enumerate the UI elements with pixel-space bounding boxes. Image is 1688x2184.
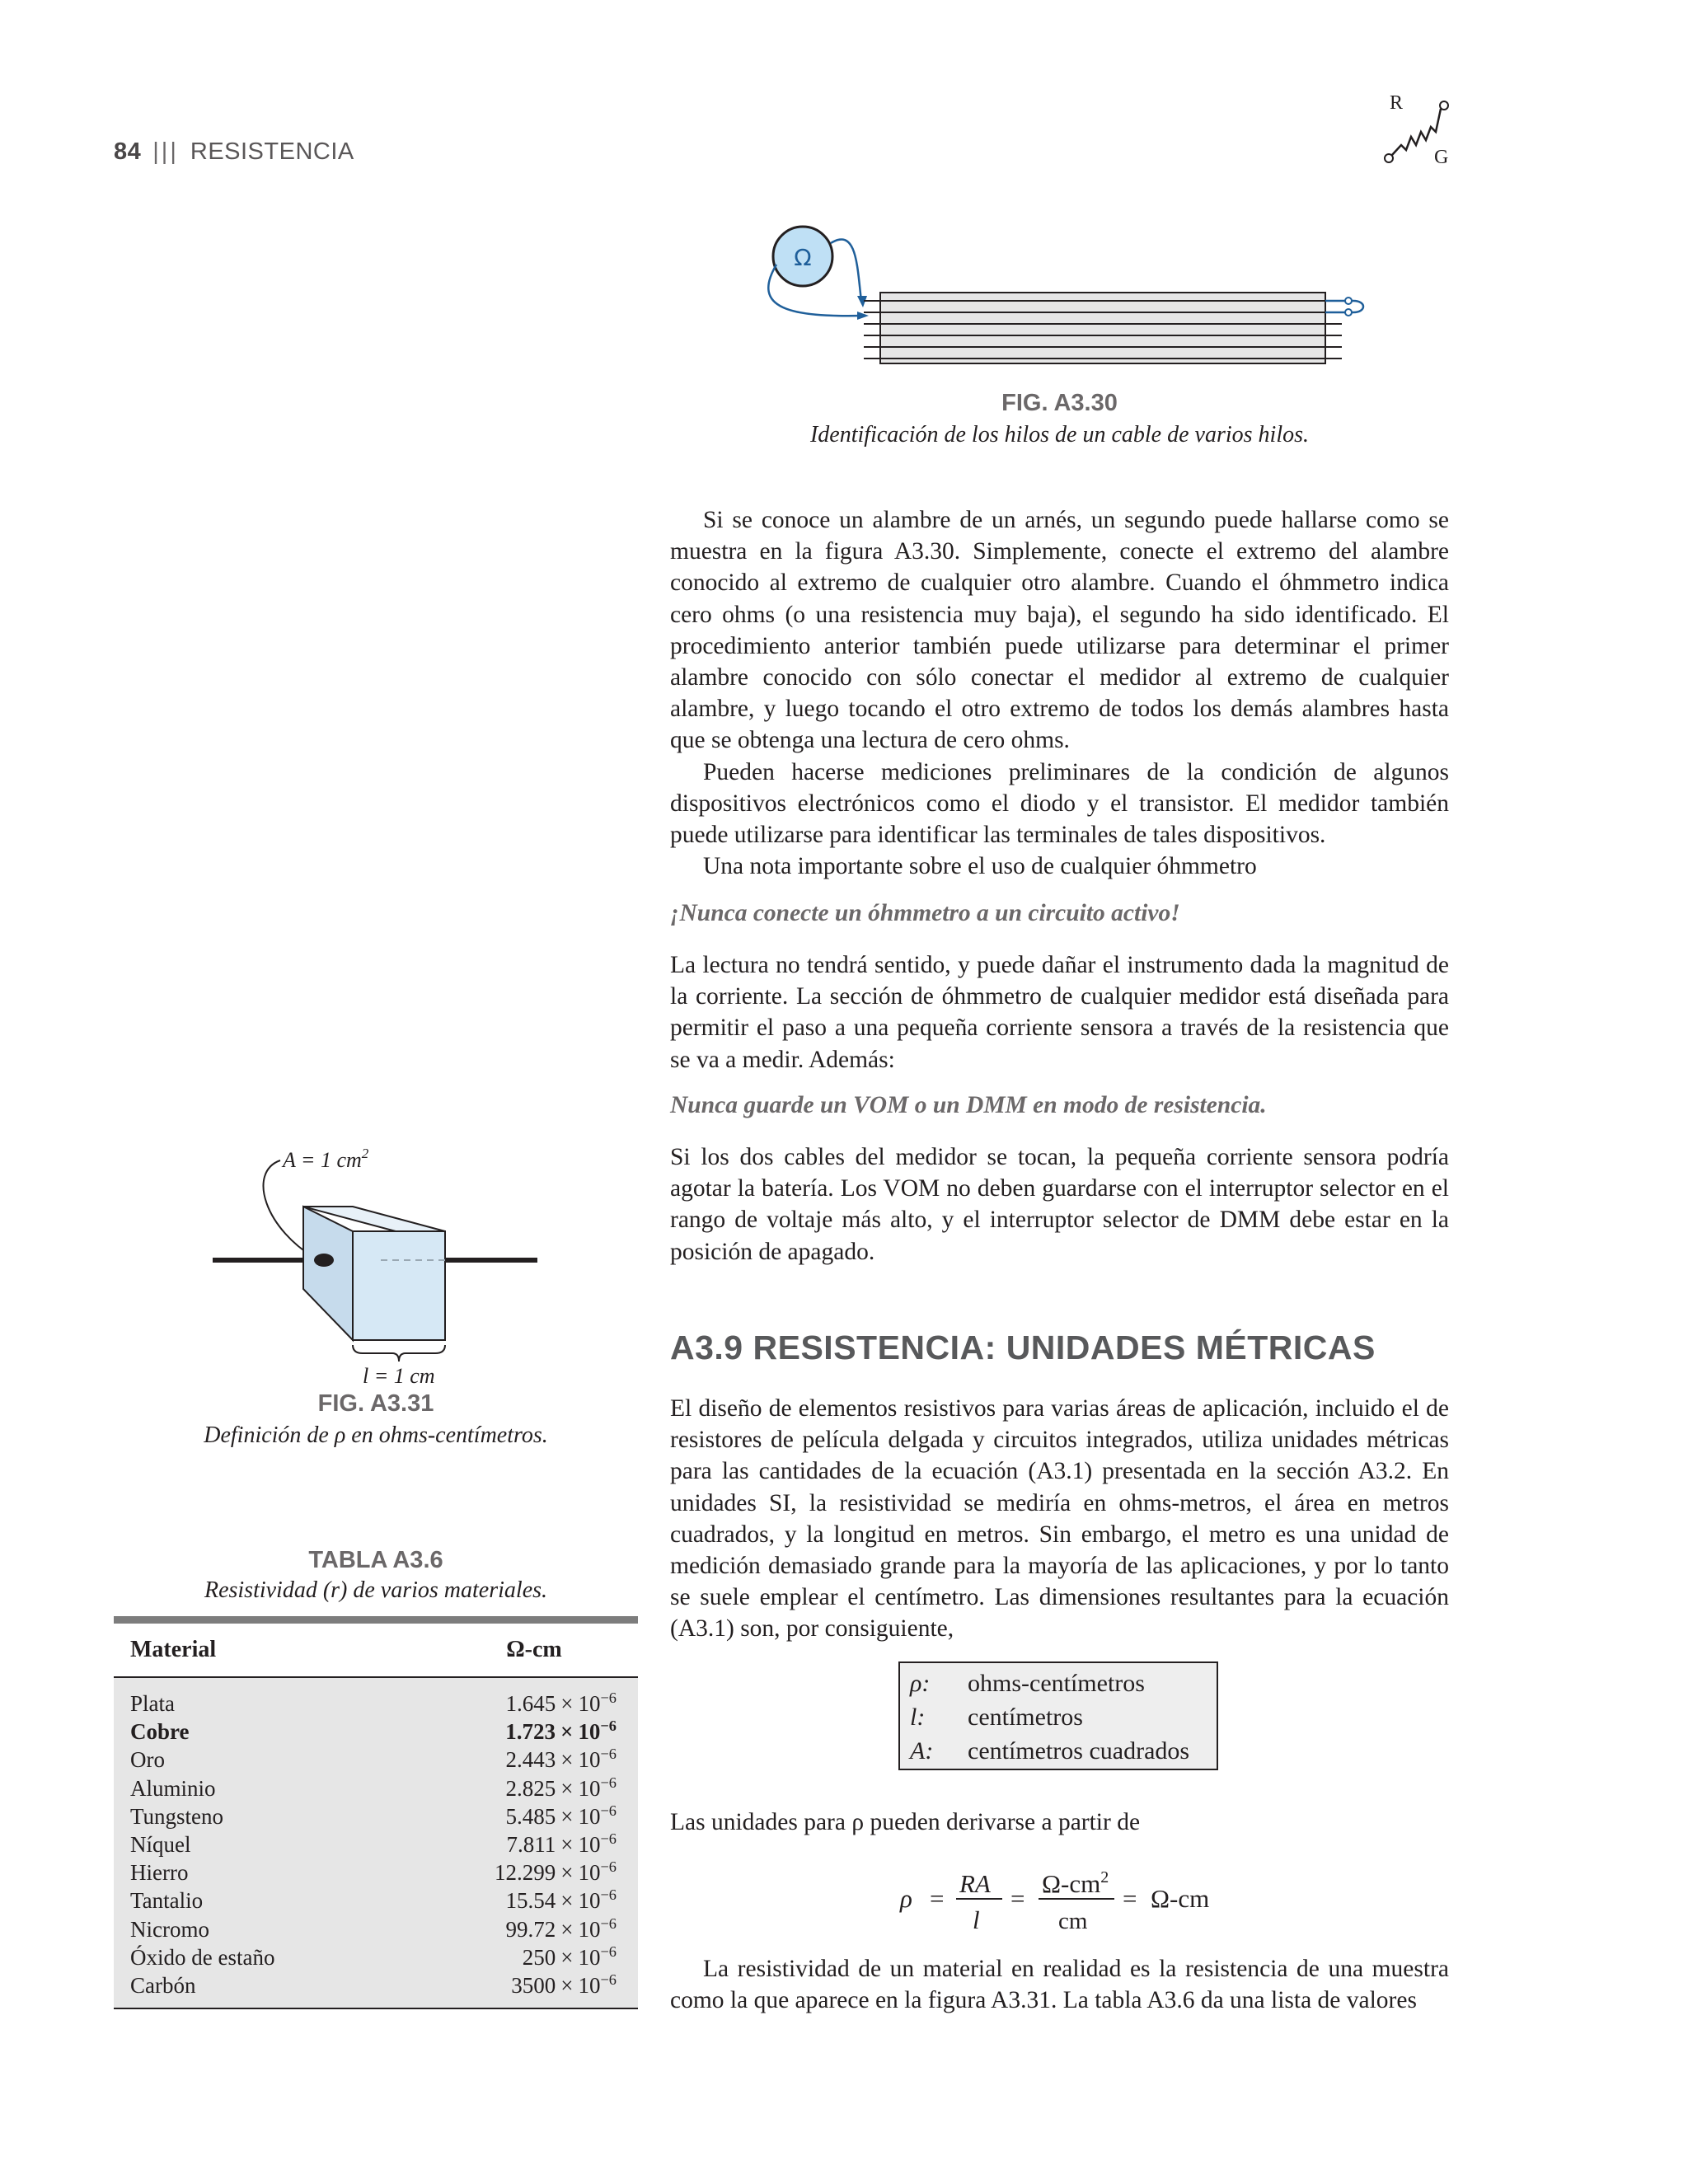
running-header [114,138,354,166]
table-row [114,1943,638,1971]
svg-text:=: = [930,1884,945,1913]
table-caption: Resistividad (r) de varios materiales. [204,1577,548,1603]
cell-material: Oro [130,1747,165,1773]
fig-a330-label: FIG. A3.30 [1001,390,1118,416]
derive-line: Las unidades para ρ pueden derivarse a partir de [670,1809,1141,1835]
fig-a330-caption: Identificación de los hilos de un cable de varios hilos. [809,422,1309,448]
section-paragraph: El diseño de elementos resistivos para varias áreas de aplicación, incluido el de resistores de película delgada y circuitos integrados, utiliza unidades métricas para las cantidades de la ecuación (A3.1) presentada en la sección A3.2. En unidades SI, la resistividad se mediría en ohms-metros, el área en metros cuadrados, y la longitud en metros. Sin embargo, el metro es una unidad de medición demasiado grande para la mayoría de las aplicaciones, y por lo tanto se suele emplear el centímetro. Las dimensiones resultantes para la ecuación (A3.1) son, por consiguiente, [670,1395,1449,1643]
table-top-rule [114,1616,638,1624]
svg-text:=: = [1010,1884,1025,1913]
table-row [114,1690,638,1718]
cell-material: Níquel [130,1831,191,1857]
cell-material: Tantalio [130,1888,204,1914]
cell-material: Carbón [130,1972,196,1998]
warning-storage: Nunca guarde un VOM o un DMM en modo de resistencia. [670,1092,1267,1118]
resistivity-equation [890,1856,1236,1938]
body-text-top [670,504,1449,882]
units-row: A: centímetros cuadrados [910,1737,1190,1765]
svg-text:ρ: ρ [900,1884,912,1913]
svg-text:RA: RA [959,1869,991,1898]
chapter-title: RESISTENCIA [190,138,354,165]
svg-text:Ω-cm: Ω-cm [1151,1884,1210,1913]
fig-a331-label: FIG. A3.31 [317,1390,434,1417]
table-row [114,1746,638,1774]
cell-material: Cobre [130,1719,190,1745]
table-label: TABLA A3.6 [308,1547,443,1573]
paragraph-reading: La lectura no tendrá sentido, y puede dañar el instrumento dada la magnitud de la corriente. La sección de óhmmetro de cualquier medidor está diseñada para permitir el paso a una pequeña corriente sensora a través de la resistencia que se va a medir. Además: [670,952,1449,1073]
area-label: A = 1 $cm^2$ [283,1146,369,1172]
warning-active-circuit: ¡Nunca conecte un óhmmetro a un circuito activo! [670,900,1180,926]
cell-material: Óxido de estaño [130,1944,275,1970]
cell-resistivity: $2.825 \times 10^{-6}$ [505,1774,617,1801]
header-value: Ω-cm [506,1637,562,1662]
cell-material: Hierro [130,1860,189,1886]
section-heading: A3.9 RESISTENCIA: UNIDADES MÉTRICAS [670,1329,1376,1366]
resistivity-table [114,1616,638,2009]
units-box [898,1661,1218,1770]
svg-text:Ω-cm2: $\Omega-cm^2$ [1042,1868,1109,1898]
cell-material: Aluminio [130,1775,216,1801]
header-material: Material [130,1637,217,1662]
cell-material: Tungsteno [130,1803,224,1829]
paragraph-battery: Si los dos cables del medidor se tocan, la pequeña corriente sensora podría agotar la batería. Los VOM no deben guardarse con el interruptor selector en el rango de voltaje más alto, y el interruptor selector de DMM debe estar en la posición de apagado. [670,1144,1449,1265]
cell-resistivity: $15.54 \times 10^{-6}$ [505,1886,617,1914]
table-header-row [114,1624,638,1678]
resistor-logo-icon [1381,91,1472,169]
table-row [114,1886,638,1915]
svg-text:l: l [973,1905,980,1934]
table-row [114,1718,638,1746]
svg-text:cm: cm [1058,1908,1088,1934]
length-label: l = 1 cm [363,1364,435,1386]
svg-text:=: = [1123,1884,1137,1913]
cell-resistivity: $1.645 \times 10^{-6}$ [505,1690,617,1716]
fig-a331-caption: Definición de ρ en ohms-centímetros. [204,1422,548,1448]
table-row [114,1802,638,1830]
table-row [114,1830,638,1858]
fig-a330-diagram [742,210,1385,375]
table-body [114,1678,638,2009]
table-row [114,1915,638,1943]
cell-resistivity: $3500 \times 10^{-6}$ [511,1971,617,1998]
table-row [114,1971,638,1999]
cell-resistivity: $12.299 \times 10^{-6}$ [494,1858,617,1886]
ohmmeter-icon [773,227,832,286]
logo-letter-r: R [1390,92,1404,114]
table-row [114,1774,638,1802]
paragraph-note: Una nota importante sobre el uso de cualquier óhmmetro [703,853,1257,880]
units-row: ρ: ohms-centímetros [910,1670,1145,1697]
page-number: 84 [114,138,142,165]
table-row [114,1858,638,1886]
paragraph-harness: Si se conoce un alambre de un arnés, un segundo puede hallarse como se muestra en la figura A3.30. Simplemente, conecte el extremo del alambre conocido al extremo de cualquier otro alambre. Cuando el óhmmetro indica cero ohms (o una resistencia muy baja), el segundo ha sido identificado. El procedimiento anterior también puede utilizarse para determinar el primer alambre conocido con sólo conectar el medidor al extremo de cualquier alambre, y luego tocando el otro extremo de todos los demás alambres hasta que se obtenga una lectura de cero ohms. [670,507,1449,754]
logo-letter-g: G [1434,147,1449,168]
fig-a331-diagram [198,1139,560,1386]
cell-resistivity: $1.723 \times 10^{-6}$ [505,1718,617,1745]
multi-strand-cable [864,293,1363,363]
units-row: l: centímetros [910,1704,1083,1731]
paragraph-devices: Pueden hacerse mediciones preliminares de la condición de algunos dispositivos electrónicos como el diodo y el transistor. El medidor también puede utilizarse para identificar las terminales de tales dispositivos. [670,758,1449,849]
cell-material: Nicromo [130,1916,209,1942]
cell-resistivity: $2.443 \times 10^{-6}$ [505,1746,617,1773]
cell-resistivity: $5.485 \times 10^{-6}$ [505,1802,617,1829]
ohm-symbol: Ω [794,244,812,271]
cube-sample [303,1207,445,1340]
cell-resistivity: $250 \times 10^{-6}$ [522,1943,617,1970]
cell-material: Plata [130,1691,175,1716]
header-separator: ||| [152,138,179,165]
cell-resistivity: $7.811 \times 10^{-6}$ [506,1830,617,1857]
cell-resistivity: $99.72 \times 10^{-6}$ [505,1915,617,1942]
paragraph-final: La resistividad de un material en realidad es la resistencia de una muestra como la que aparece en la figura A3.31. La tabla A3.6 da una lista de valores [670,1956,1449,2014]
